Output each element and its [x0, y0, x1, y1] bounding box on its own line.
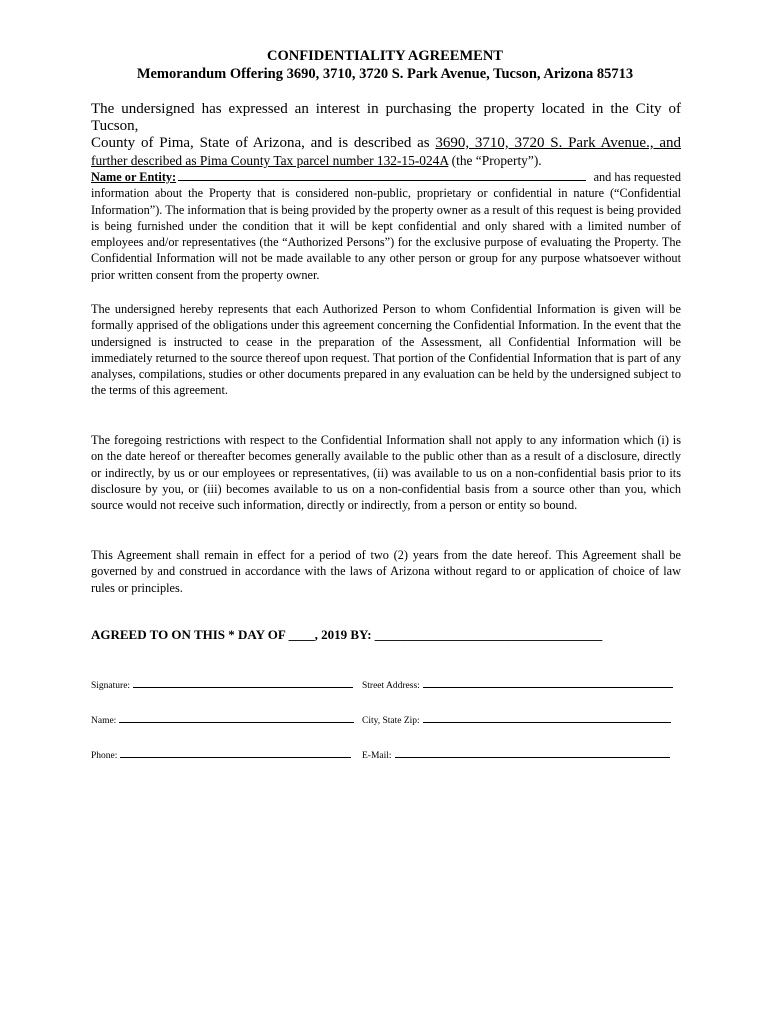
paragraph-authorized-persons: The undersigned hereby represents that each Authorized Person to whom Confidential Information is given will be formally apprised of the obligations under this agreement concerning the Confidential Information. In the event that the undersigned is instructed to cease in the preparation of the Assessment, all Confidential Information will be immediately returned to the source thereof upon request. That portion of the Confidential Information that is part of any analyses, compilations, studies or other documents prepared in any evaluation can be held by the undersigned subject to the terms of this agreement. [91, 302, 681, 398]
intro-paragraph [91, 101, 681, 283]
has-requested-text: and has requested [593, 170, 681, 184]
city-field-row [362, 713, 671, 727]
paragraph-restrictions: The foregoing restrictions with respect to the Confidential Information shall not apply to any information which (i) is on the date hereof or thereafter becomes generally available to the public other than as a result of a disclosure, directly or indirectly, by us or our employees or representatives, (ii) was available to us on a non-confidential basis prior to its disclosure by you, or (iii) becomes available to us on a non-confidential basis from a source other than you, which source would not receive such information, directly or indirectly, from a person or entity so bound. [91, 433, 681, 513]
phone-input[interactable] [120, 748, 351, 758]
intro-line-1: The undersigned has expressed an interest in purchasing the property located in the City of Tucson, [91, 101, 681, 134]
document-title: CONFIDENTIALITY AGREEMENT [267, 48, 503, 64]
street-field-row [362, 678, 673, 692]
phone-field-row [91, 748, 351, 762]
signature-input[interactable] [133, 678, 353, 688]
signature-label: Signature: [91, 681, 131, 691]
signature-field-row [91, 678, 353, 692]
email-field-row [362, 748, 670, 762]
intro-rest-text: information about the Property that is considered non-public, proprietary or confidential in nature (“Confidential Information”). The information that is being provided by the property owner as a result of this request is being provided is being furnished under the condition that it will be kept confidential and only shared with a limited number of employees and/or representatives (the “Authorized Persons”) for the exclusive purpose of evaluating the Property. The Confidential Information will not be made available to any other person or group for any purpose whatsoever without prior written consent from the property owner. [91, 186, 681, 282]
property-ref-text: (the “Property”). [448, 153, 542, 168]
intro-county-text: County of Pima, State of Arizona, and is described as [91, 135, 436, 151]
name-field-row [91, 713, 354, 727]
name-input[interactable] [119, 713, 354, 723]
name-entity-field[interactable] [178, 169, 585, 181]
property-address-link: 3690, 3710, 3720 S. Park Avenue., and [435, 135, 682, 151]
agreed-statement: AGREED TO ON THIS * DAY OF ____, 2019 BY: ___________________________________ [91, 627, 603, 642]
name-entity-line [91, 169, 681, 185]
intro-line-3 [91, 152, 681, 169]
email-label: E-Mail: [362, 751, 392, 761]
email-input[interactable] [395, 748, 670, 758]
street-address-label: Street Address: [362, 681, 420, 691]
paragraph-term: This Agreement shall remain in effect for a period of two (2) years from the date hereof. This Agreement shall be governed by and construed in accordance with the laws of Arizona without regard to or application of choice of law rules or principles. [91, 548, 681, 595]
phone-label: Phone: [91, 751, 118, 761]
name-label: Name: [91, 716, 117, 726]
parcel-number-text: further described as Pima County Tax parcel number 132-15-024A [91, 153, 449, 168]
intro-line-2 [91, 135, 681, 152]
city-state-zip-label: City, State Zip: [362, 716, 420, 726]
city-state-zip-input[interactable] [423, 713, 671, 723]
street-address-input[interactable] [423, 678, 673, 688]
name-entity-label: Name or Entity: [91, 170, 177, 184]
document-subtitle: Memorandum Offering 3690, 3710, 3720 S. Park Avenue, Tucson, Arizona 85713 [136, 66, 634, 82]
